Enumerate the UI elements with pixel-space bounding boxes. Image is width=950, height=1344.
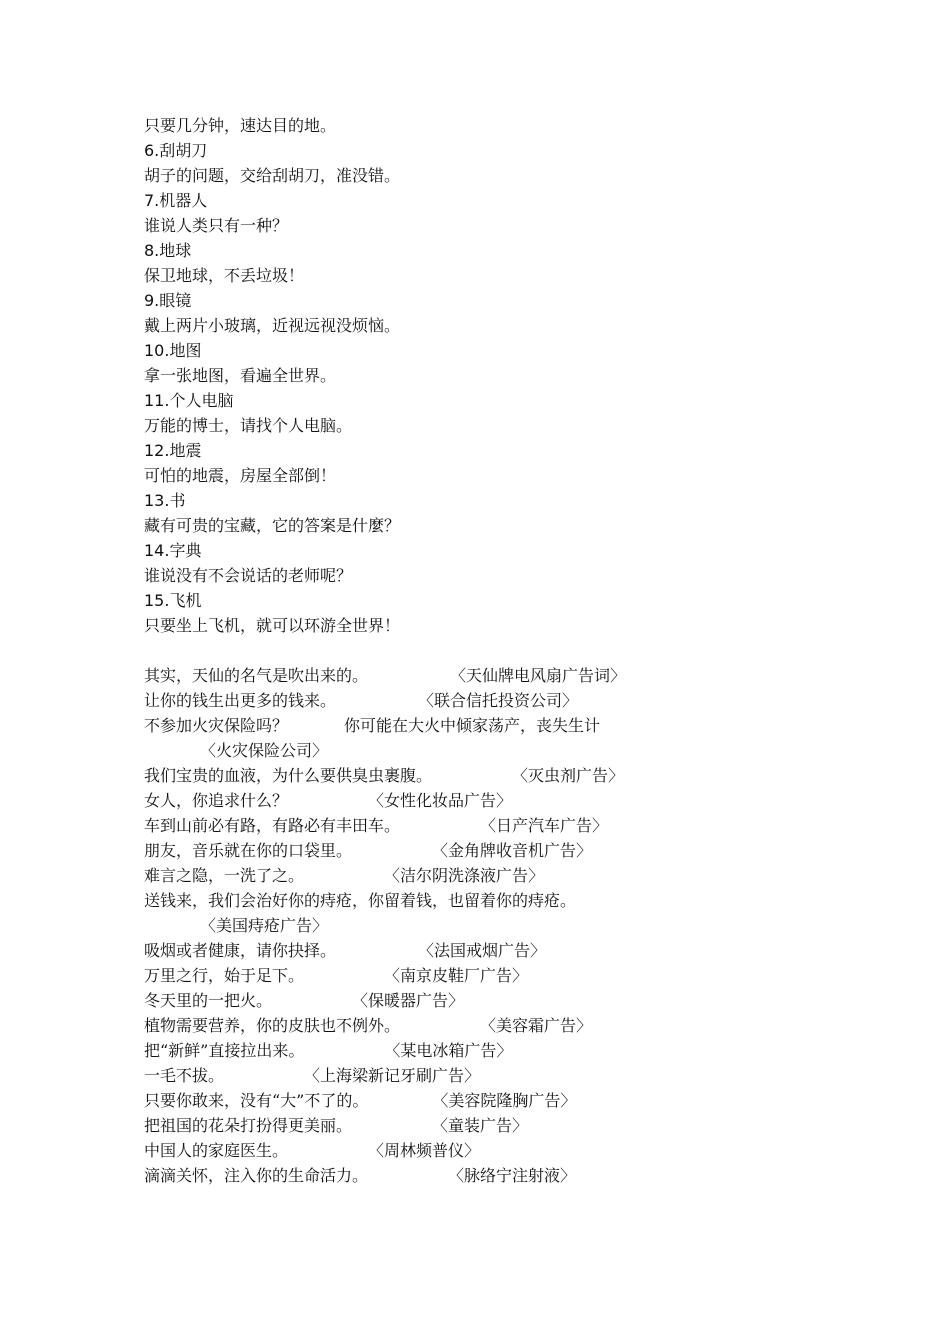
- item-title: 地球: [159, 241, 192, 260]
- ad-line: [144, 663, 844, 688]
- item-heading: [144, 438, 844, 463]
- ad-slogan: 一毛不拔。: [144, 1066, 225, 1085]
- item-title: 刮胡刀: [159, 141, 208, 160]
- item-heading: [144, 338, 844, 363]
- item-number: 6.: [144, 141, 160, 160]
- item-title: 书: [169, 491, 186, 510]
- item-number: 13.: [144, 491, 170, 510]
- slogan-line: 戴上两片小玻璃，近视远视没烦恼。: [144, 316, 401, 335]
- document-page: [144, 113, 844, 1188]
- ad-line: [144, 813, 844, 838]
- ad-slogan: 送钱来，我们会治好你的痔疮，你留着钱，也留着你的痔疮。: [144, 891, 577, 910]
- ad-slogan: 车到山前必有路，有路必有丰田车。: [144, 816, 401, 835]
- ad-source: 〈美国痔疮广告〉: [200, 916, 329, 935]
- ad-source: 〈童装广告〉: [432, 1116, 529, 1135]
- item-number: 11.: [144, 391, 170, 410]
- ad-line: [144, 913, 844, 938]
- ad-line: [144, 1038, 844, 1063]
- item-number: 9.: [144, 291, 160, 310]
- item-title: 眼镜: [159, 291, 192, 310]
- ad-line: [144, 738, 844, 763]
- item-heading: [144, 238, 844, 263]
- item-title: 机器人: [159, 191, 208, 210]
- ad-source: 〈美容院隆胸广告〉: [432, 1091, 577, 1110]
- ad-source: 〈某电冰箱广告〉: [384, 1041, 513, 1060]
- ad-slogan: 植物需要营养，你的皮肤也不例外。: [144, 1016, 401, 1035]
- ad-line: [144, 1138, 844, 1163]
- ad-slogan: 把祖国的花朵打扮得更美丽。: [144, 1116, 353, 1135]
- item-number: 14.: [144, 541, 170, 560]
- item-heading: [144, 388, 844, 413]
- item-number: 8.: [144, 241, 160, 260]
- ad-source: 〈灭虫剂广告〉: [512, 766, 625, 785]
- paragraph-break: [144, 638, 844, 663]
- item-title: 地震: [169, 441, 202, 460]
- slogan-line: 拿一张地图，看遍全世界。: [144, 366, 337, 385]
- ad-line: [144, 1063, 844, 1088]
- ad-slogan: 难言之隐，一洗了之。: [144, 866, 305, 885]
- ad-slogan: 冬天里的一把火。: [144, 991, 273, 1010]
- slogan-line: 保卫地球，不丢垃圾！: [144, 266, 305, 285]
- ad-slogan-list: [144, 663, 844, 1188]
- ad-line: [144, 1113, 844, 1138]
- ad-slogan: 朋友，音乐就在你的口袋里。: [144, 841, 353, 860]
- ad-slogan: 滴滴关怀，注入你的生命活力。: [144, 1166, 369, 1185]
- item-number: 15.: [144, 591, 170, 610]
- ad-source: 〈脉络宁注射液〉: [448, 1166, 577, 1185]
- ad-source: 〈火灾保险公司〉: [200, 741, 329, 760]
- ad-slogan: 不参加火灾保险吗？: [144, 716, 289, 735]
- item-title: 飞机: [169, 591, 202, 610]
- slogan-line: 谁说人类只有一种？: [144, 216, 289, 235]
- ad-line: [144, 1013, 844, 1038]
- ad-line: [144, 988, 844, 1013]
- item-number: 12.: [144, 441, 170, 460]
- ad-line: [144, 863, 844, 888]
- slogan-line: 可怕的地震，房屋全部倒！: [144, 466, 337, 485]
- ad-source: 〈周林频普仪〉: [368, 1141, 481, 1160]
- ad-source: 〈洁尔阴洗涤液广告〉: [384, 866, 545, 885]
- item-heading: [144, 288, 844, 313]
- ad-line: [144, 838, 844, 863]
- ad-slogan: 只要你敢来，没有“大”不了的。: [144, 1091, 369, 1110]
- slogan-line: 只要几分钟，速达目的地。: [144, 116, 337, 135]
- ad-slogan: 万里之行，始于足下。: [144, 966, 305, 985]
- ad-slogan-continued: 你可能在大火中倾家荡产，丧失生计: [344, 716, 601, 735]
- ad-line: [144, 688, 844, 713]
- ad-line: [144, 763, 844, 788]
- item-heading: [144, 138, 844, 163]
- ad-line: [144, 1088, 844, 1113]
- ad-source: 〈法国戒烟广告〉: [418, 941, 547, 960]
- item-title: 个人电脑: [169, 391, 234, 410]
- ad-line: [144, 888, 844, 913]
- ad-slogan: 吸烟或者健康，请你抉择。: [144, 941, 337, 960]
- ad-line: [144, 788, 844, 813]
- ad-source: 〈金角牌收音机广告〉: [432, 841, 593, 860]
- ad-slogan: 让你的钱生出更多的钱来。: [144, 691, 337, 710]
- ad-slogan: 把“新鲜”直接拉出来。: [144, 1041, 305, 1060]
- item-title: 地图: [169, 341, 202, 360]
- ad-slogan: 女人，你追求什么？: [144, 791, 289, 810]
- slogan-line: 胡子的问题，交给刮胡刀，准没错。: [144, 166, 401, 185]
- item-number: 7.: [144, 191, 160, 210]
- slogan-line: 藏有可贵的宝藏，它的答案是什麼？: [144, 516, 401, 535]
- slogan-line: 万能的博士，请找个人电脑。: [144, 416, 353, 435]
- ad-source: 〈美容霜广告〉: [480, 1016, 593, 1035]
- item-number: 10.: [144, 341, 170, 360]
- item-heading: [144, 488, 844, 513]
- ad-source: 〈南京皮鞋厂广告〉: [384, 966, 529, 985]
- slogan-line: 谁说没有不会说话的老师呢？: [144, 566, 353, 585]
- ad-slogan: 其实，天仙的名气是吹出来的。: [144, 666, 369, 685]
- ad-source: 〈天仙牌电风扇广告词〉: [450, 666, 627, 685]
- ad-slogan: 我们宝贵的血液，为什么要供臭虫裹腹。: [144, 766, 433, 785]
- ad-line: [144, 1163, 844, 1188]
- item-title: 字典: [169, 541, 202, 560]
- ad-line: [144, 713, 844, 738]
- ad-line: [144, 938, 844, 963]
- item-heading: [144, 188, 844, 213]
- item-heading: [144, 538, 844, 563]
- ad-line: [144, 963, 844, 988]
- ad-slogan: 中国人的家庭医生。: [144, 1141, 289, 1160]
- ad-source: 〈保暖器广告〉: [352, 991, 465, 1010]
- ad-source: 〈联合信托投资公司〉: [418, 691, 579, 710]
- slogan-line: 只要坐上飞机，就可以环游全世界！: [144, 616, 401, 635]
- item-heading: [144, 588, 844, 613]
- ad-source: 〈日产汽车广告〉: [480, 816, 609, 835]
- ad-source: 〈女性化妆品广告〉: [368, 791, 513, 810]
- ad-source: 〈上海梁新记牙刷广告〉: [304, 1066, 481, 1085]
